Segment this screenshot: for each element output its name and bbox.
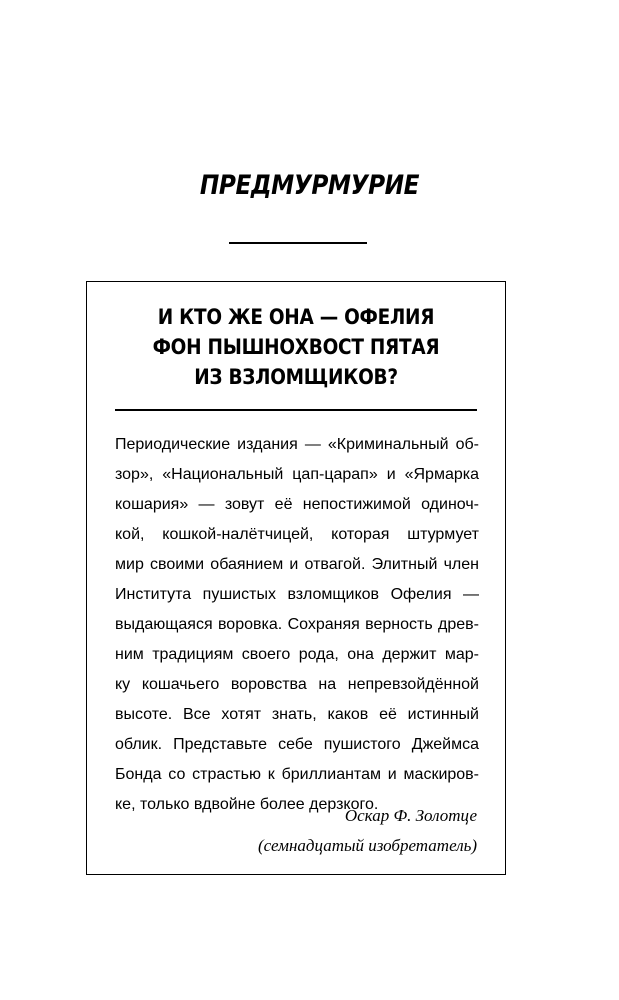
body-line: кошария» — зовут её непостижимой одиноч- <box>115 496 479 513</box>
body-line: выдающаяся воровка. Сохраняя верность древ- <box>115 616 479 633</box>
title-underline <box>229 242 367 244</box>
body-line: кой, кошкой-налётчицей, которая штурмует <box>115 526 479 543</box>
body-paragraph <box>115 430 479 820</box>
chapter-title: ПРЕДМУРМУРИЕ <box>199 170 420 201</box>
quote-box <box>86 281 506 875</box>
body-line: Периодические издания — «Криминальный об- <box>115 436 479 453</box>
body-line: мир своими обаянием и отвагой. Элитный член <box>115 556 479 573</box>
box-heading <box>87 302 505 392</box>
box-divider <box>115 409 477 411</box>
box-heading-line: ИЗ ВЗЛОМЩИКОВ? <box>194 365 398 389</box>
body-line: облик. Представьте себе пушистого Джеймса <box>115 736 479 753</box>
body-line: зор», «Национальный цап-царап» и «Ярмарка <box>115 466 479 483</box>
body-line: ку кошачьего воровства на непревзойдённой <box>115 676 479 693</box>
body-line: ке, только вдвойне более дерзкого. <box>115 796 379 813</box>
body-line: высоте. Все хотят знать, каков её истинный <box>115 706 479 723</box>
body-line: ним традициям своего рода, она держит мар- <box>115 646 479 663</box>
box-heading-line: И КТО ЖЕ ОНА — ОФЕЛИЯ <box>157 305 435 329</box>
body-line: Бонда со страстью к бриллиантам и маскиров- <box>115 766 479 783</box>
box-heading-line: ФОН ПЫШНОХВОСТ ПЯТАЯ <box>152 335 440 359</box>
body-line: Института пушистых взломщиков Офелия — <box>115 586 479 603</box>
signature-role: (семнадцатый изобретатель) <box>258 836 477 855</box>
signature-name: Оскар Ф. Золотце <box>344 806 477 825</box>
